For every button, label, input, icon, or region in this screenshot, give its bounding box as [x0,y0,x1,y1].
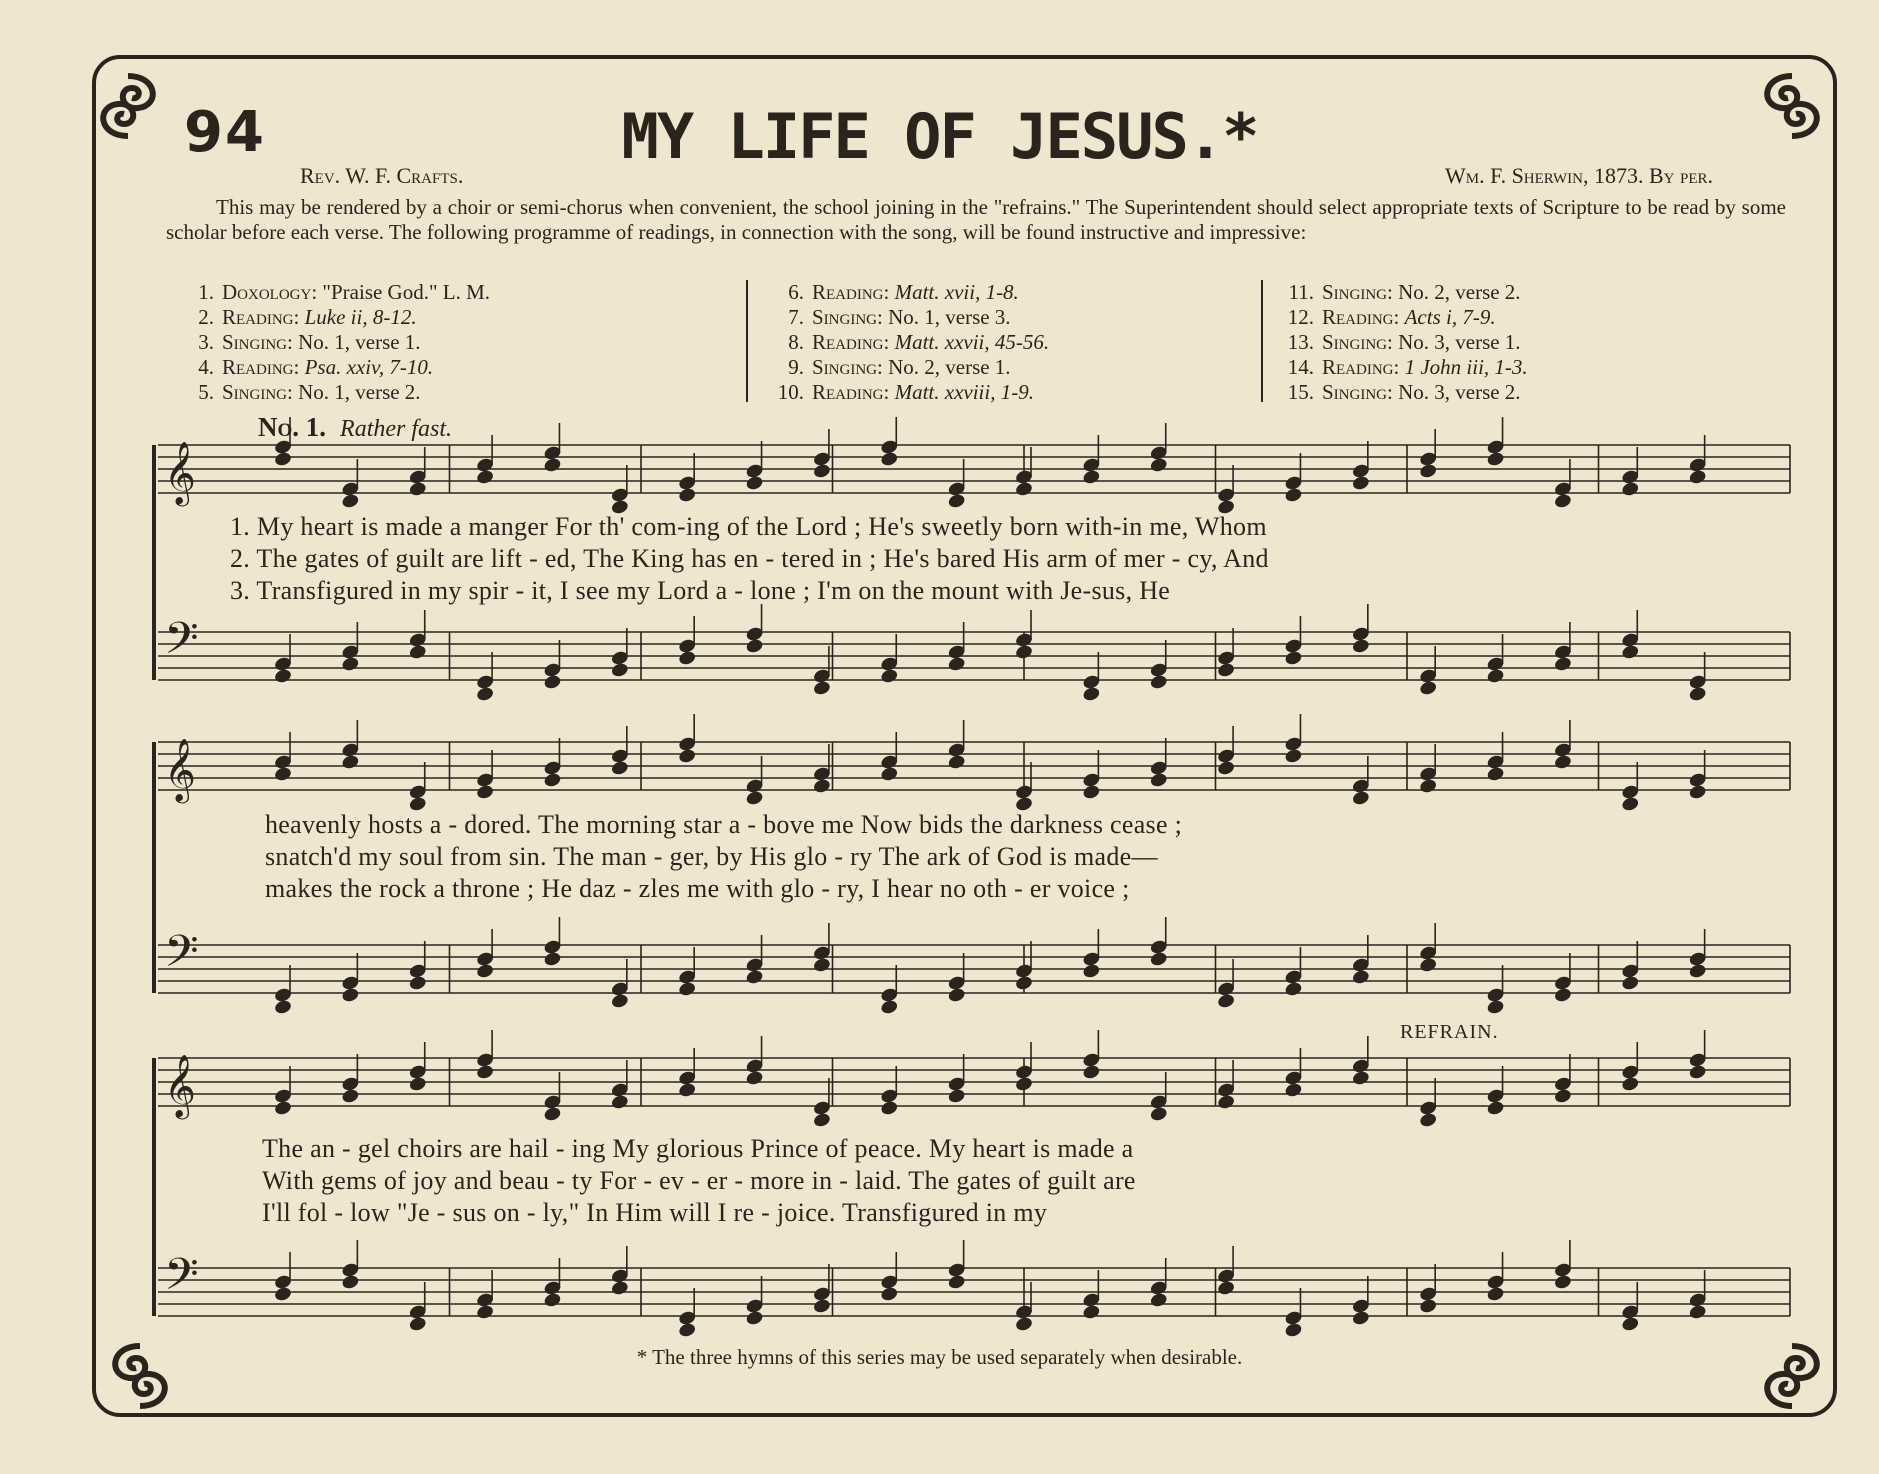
programme-item-number: 7. [788,305,804,329]
lyric-line: heavenly hosts a - dored. The morning star a - bove me Now bids the darkness cease ; [265,810,1183,839]
programme-item-text: : [1393,305,1405,329]
lyric-line: snatch'd my soul from sin. The man - ger, by His glo - ry The ark of God is made— [265,842,1158,871]
programme-item-reference: Luke ii, 8-12. [304,305,417,329]
programme-item-reference: Matt. xxvii, 45-56. [894,330,1050,354]
programme-item-text: : No. 2, verse 2. [1387,280,1521,304]
programme-item-text: : No. 3, verse 1. [1387,330,1521,354]
programme-item-kind: Reading [812,330,884,354]
programme-item-kind: Singing [1322,330,1387,354]
programme-item-number: 3. [198,330,214,354]
programme-item-number: 1. [198,280,214,304]
hymn-title: MY LIFE OF JESUS.* [621,100,1258,173]
programme-item-kind: Singing [222,330,287,354]
svg-text:𝄞: 𝄞 [164,738,196,801]
programme-item-number: 2. [198,305,214,329]
programme-item-kind: Reading [1322,355,1394,379]
svg-text:𝄢: 𝄢 [164,925,199,988]
programme-item-text: : No. 1, verse 2. [287,380,421,404]
programme-item-text: : [883,280,895,304]
programme-item-kind: Reading [812,280,884,304]
lyric-line: With gems of joy and beau - ty For - ev - er - more in - laid. The gates of guilt are [262,1166,1136,1195]
programme-item-number: 13. [1287,330,1314,354]
programme-item-number: 14. [1287,355,1314,379]
instructions: This may be rendered by a choir or semi-chorus when convenient, the school joining in the "refrains." The Superintendent should select appropriate texts of Scripture to be read by some scholar before each verse. The following programme of readings, in connection with the song, will be found instructive and impressive: [166,195,1786,244]
programme-item-text: : No. 1, verse 3. [877,305,1011,329]
programme-item-number: 4. [198,355,214,379]
programme-item-number: 12. [1287,305,1314,329]
programme-item-reference: Matt. xvii, 1-8. [894,280,1019,304]
programme-item-kind: Singing [1322,280,1387,304]
programme-item-reference: 1 John iii, 1-3. [1404,355,1528,379]
programme-item-text: : [883,330,895,354]
programme-item-kind: Singing [222,380,287,404]
svg-text:𝄢: 𝄢 [164,1248,199,1311]
programme-item-kind: Singing [812,355,877,379]
programme-item-number: 11. [1288,280,1314,304]
footnote: * The three hymns of this series may be used separately when desirable. [636,1345,1243,1369]
programme-item-kind: Reading [222,305,294,329]
programme-item-text: : [293,305,305,329]
programme-item-text: : No. 3, verse 2. [1387,380,1521,404]
programme-item-reference: Psa. xxiv, 7-10. [304,355,434,379]
programme-item-text: : No. 1, verse 1. [287,330,421,354]
programme-item-text: : No. 2, verse 1. [877,355,1011,379]
lyric-line: 1. My heart is made a manger For th' com-ing of the Lord ; He's sweetly born with-in me, Whom [230,512,1267,541]
programme-item-kind: Singing [812,305,877,329]
programme-item-number: 8. [788,330,804,354]
page-number: 94 [184,100,266,165]
programme-item-kind: Reading [1322,305,1394,329]
author: Rev. W. F. Crafts. [300,163,464,188]
composer: Wm. F. Sherwin, 1873. By per. [1445,163,1713,188]
programme-item-reference: Matt. xxviii, 1-9. [894,380,1034,404]
svg-text:𝄞: 𝄞 [164,1054,196,1117]
lyric-line: makes the rock a throne ; He daz - zles me with glo - ry, I hear no oth - er voice ; [265,874,1130,903]
programme-item-text: : [883,380,895,404]
svg-text:𝄢: 𝄢 [164,612,199,675]
programme-item-text: : [293,355,305,379]
svg-text:𝄞: 𝄞 [164,441,196,504]
programme-item-number: 9. [788,355,804,379]
programme-item-number: 10. [777,380,804,404]
programme-item-kind: Singing [1322,380,1387,404]
lyric-line: The an - gel choirs are hail - ing My glorious Prince of peace. My heart is made a [262,1134,1134,1163]
lyric-line: 3. Transfigured in my spir - it, I see my Lord a - lone ; I'm on the mount with Je-sus, He [230,576,1171,605]
refrain-label: REFRAIN. [1400,1021,1499,1043]
programme-item-kind: Reading [222,355,294,379]
programme-item-text: : [1393,355,1405,379]
programme-item-reference: Acts i, 7-9. [1404,305,1496,329]
lyric-line: 2. The gates of guilt are lift - ed, The King has en - tered in ; He's bared His arm of mer - cy, And [230,544,1269,573]
programme-item-kind: Doxology [222,280,312,304]
programme-item-number: 5. [198,380,214,404]
lyric-line: I'll fol - low "Je - sus on - ly," In Him will I re - joice. Transfigured in my [262,1198,1048,1227]
programme-item-number: 15. [1287,380,1314,404]
programme-item-text: : "Praise God." L. M. [311,280,491,304]
programme-item-kind: Reading [812,380,884,404]
tempo-text: Rather fast. [340,416,453,442]
programme-item-number: 6. [788,280,804,304]
song-number: No. 1. [258,412,327,442]
